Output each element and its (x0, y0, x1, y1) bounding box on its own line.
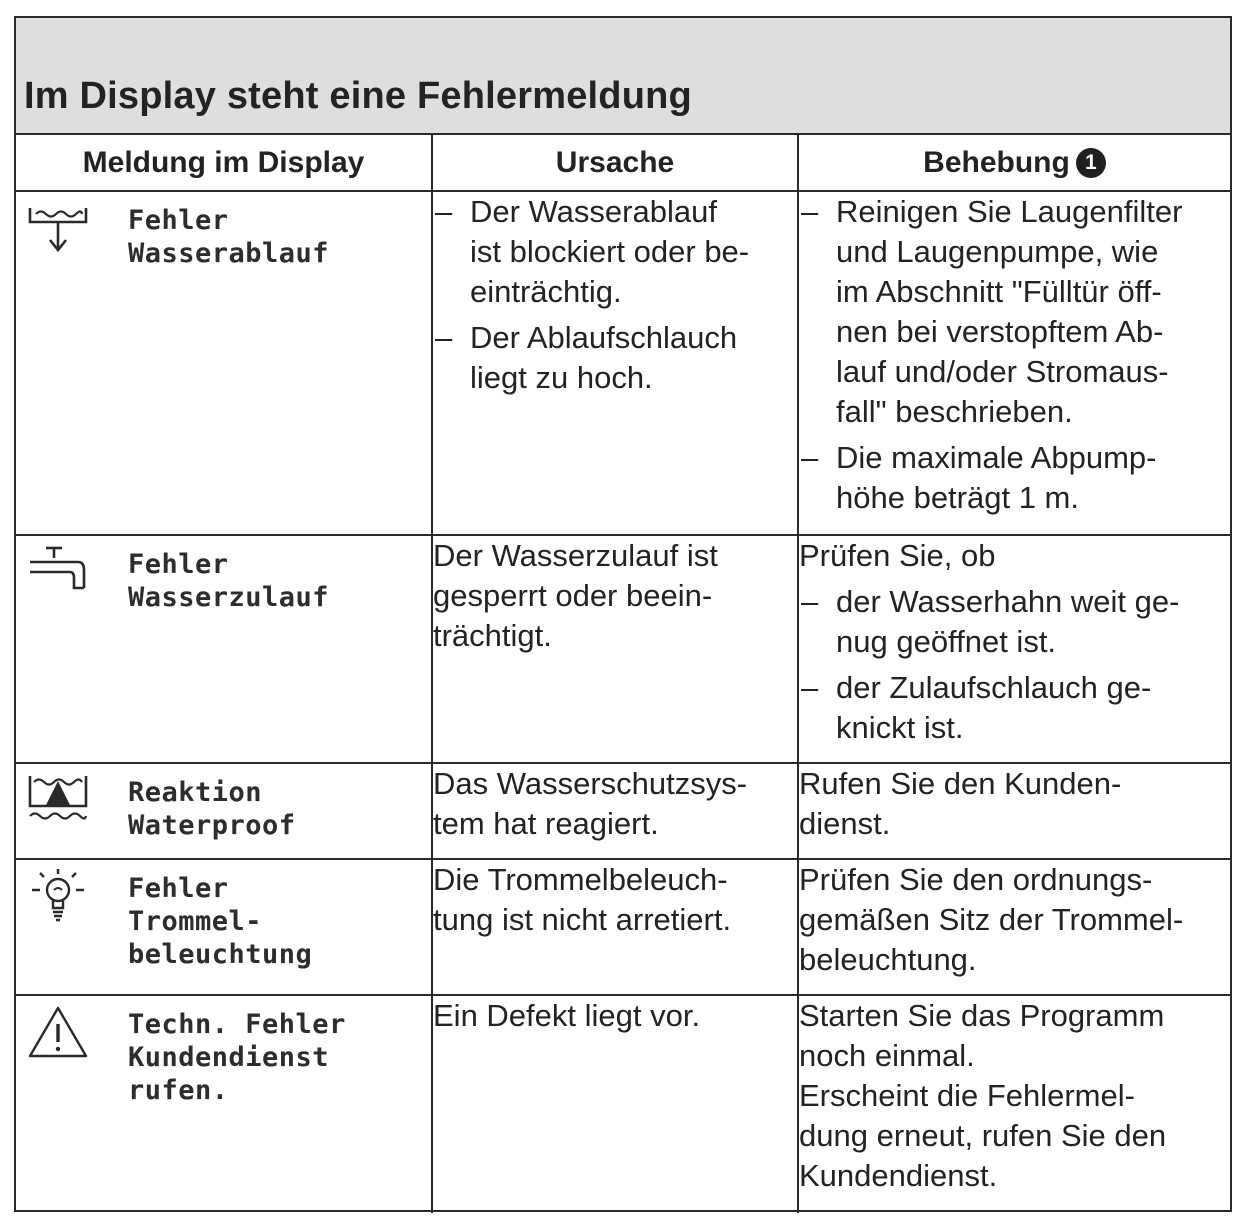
text-line: – Der Ablaufschlauch (470, 320, 738, 355)
text-line: Starten Sie das Programm (799, 998, 1165, 1033)
cause-cell (432, 995, 798, 1213)
fix-bullet (799, 192, 1230, 432)
text-line: – Die maximale Abpump- (836, 440, 1157, 475)
warning-triangle-icon (26, 1004, 90, 1060)
water-tap-icon (26, 544, 90, 600)
table-row (16, 859, 1230, 995)
text-line: Prüfen Sie den ordnungs- (799, 862, 1153, 897)
text-line: – der Wasserhahn weit ge- (836, 584, 1180, 619)
page-title: Im Display steht eine Fehlermeldung (24, 75, 692, 117)
header-cause: Ursache (432, 135, 798, 191)
text-line: höhe beträgt 1 m. (836, 480, 1079, 515)
text-line: Der Wasserzulauf ist (433, 538, 718, 573)
display-message-cell (16, 191, 432, 535)
fix-bullet (799, 668, 1230, 748)
cause-cell (432, 191, 798, 535)
text-line: Die Trommelbeleuch- (433, 862, 728, 897)
fix-bullet (799, 582, 1230, 662)
table-row (16, 763, 1230, 859)
display-line: Reaktion (128, 777, 263, 808)
display-line: beleuchtung (128, 939, 313, 970)
drum-light-bulb-icon (26, 868, 90, 924)
cause-cell (432, 763, 798, 859)
fix-intro: Prüfen Sie, ob (799, 538, 996, 573)
text-line: Kundendienst. (799, 1158, 998, 1193)
fix-cell (798, 995, 1230, 1213)
text-line: und Laugenpumpe, wie (836, 234, 1159, 269)
cause-bullet (433, 318, 797, 398)
display-line: Kundendienst (128, 1042, 330, 1073)
text-line: Ein Defekt liegt vor. (433, 998, 701, 1033)
text-line: knickt ist. (836, 710, 964, 745)
text-line: trächtigt. (433, 618, 552, 653)
text-line: lauf und/oder Stromaus- (836, 354, 1169, 389)
fix-bullet (799, 438, 1230, 518)
table-row (16, 995, 1230, 1213)
text-line: dienst. (799, 806, 891, 841)
display-line: rufen. (128, 1075, 229, 1106)
display-message-cell (16, 859, 432, 995)
header-fix (798, 135, 1230, 191)
display-line: Fehler (128, 873, 229, 904)
header-fix-label: Behebung (923, 145, 1070, 179)
fix-cell (798, 535, 1230, 763)
display-message-text (128, 548, 329, 614)
water-drain-icon (26, 200, 90, 256)
display-message-text (128, 204, 329, 270)
text-line: fall" beschrieben. (836, 394, 1073, 429)
error-messages-table (16, 135, 1230, 1213)
text-line: gesperrt oder beein- (433, 578, 713, 613)
text-line: – Der Wasserablauf (470, 194, 717, 229)
display-message-cell (16, 995, 432, 1213)
text-line: tung ist nicht arretiert. (433, 902, 732, 937)
text-line: – Reinigen Sie Laugenfilter (836, 194, 1183, 229)
display-line: Waterproof (128, 810, 296, 841)
text-line: liegt zu hoch. (470, 360, 653, 395)
display-message-text (128, 872, 312, 971)
fix-cell (798, 191, 1230, 535)
text-line: gemäßen Sitz der Trommel- (799, 902, 1184, 937)
text-line: Rufen Sie den Kunden- (799, 766, 1122, 801)
display-line: Wasserablauf (128, 238, 330, 269)
cause-bullet (433, 192, 797, 312)
text-line: Erscheint die Fehlermel- (799, 1078, 1135, 1113)
display-message-cell (16, 763, 432, 859)
display-line: Wasserzulauf (128, 582, 330, 613)
display-line: Trommel- (128, 906, 263, 937)
text-line: einträchtig. (470, 274, 622, 309)
text-line: dung erneut, rufen Sie den (799, 1118, 1167, 1153)
error-table-frame (14, 16, 1232, 1212)
display-line: Techn. Fehler (128, 1009, 346, 1040)
display-message-text (128, 1008, 346, 1107)
table-row (16, 191, 1230, 535)
text-line: beleuchtung. (799, 942, 977, 977)
cause-cell (432, 859, 798, 995)
display-message-cell (16, 535, 432, 763)
text-line: – der Zulaufschlauch ge- (836, 670, 1152, 705)
table-row (16, 535, 1230, 763)
text-line: nen bei verstopftem Ab- (836, 314, 1164, 349)
cause-cell (432, 535, 798, 763)
footnote-number-badge: 1 (1076, 148, 1106, 178)
text-line: nug geöffnet ist. (836, 624, 1057, 659)
text-line: Das Wasserschutzsys- (433, 766, 748, 801)
waterproof-warning-icon (26, 772, 90, 828)
text-line: tem hat reagiert. (433, 806, 659, 841)
display-line: Fehler (128, 205, 229, 236)
text-line: ist blockiert oder be- (470, 234, 750, 269)
header-display-message: Meldung im Display (16, 135, 432, 191)
fix-cell (798, 859, 1230, 995)
display-line: Fehler (128, 549, 229, 580)
title-bar (16, 18, 1230, 135)
table-header-row (16, 135, 1230, 191)
text-line: noch einmal. (799, 1038, 975, 1073)
fix-cell (798, 763, 1230, 859)
text-line: im Abschnitt "Fülltür öff- (836, 274, 1162, 309)
display-message-text (128, 776, 296, 842)
